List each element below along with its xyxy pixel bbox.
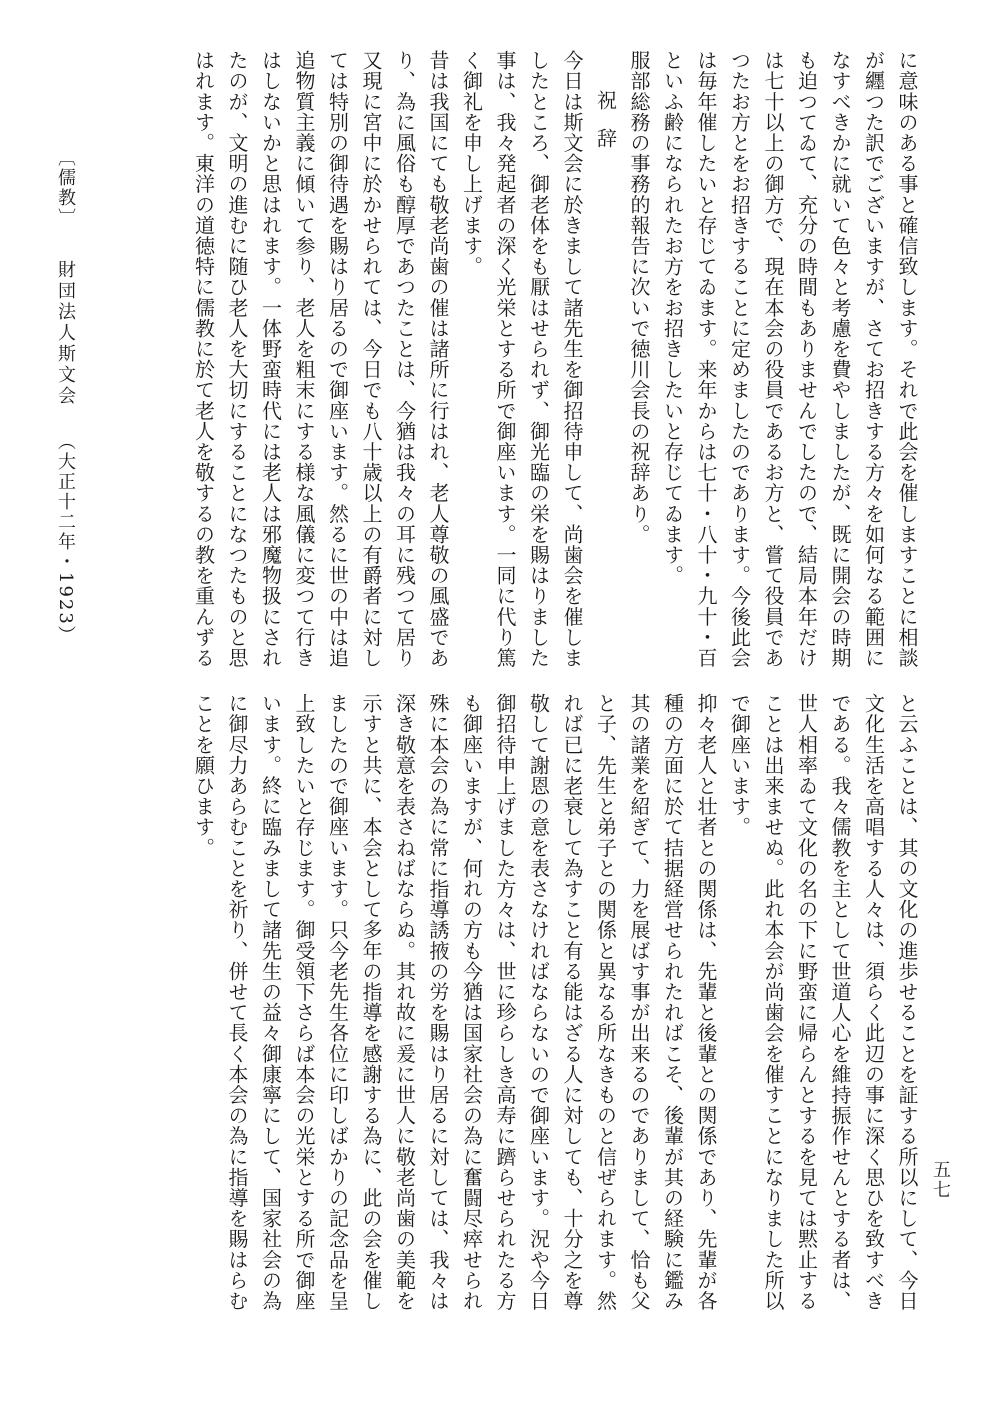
text-line: つたお方とをお招きすることに定めましたのであります。今後此会 xyxy=(727,50,752,668)
lower-text-block xyxy=(186,693,923,1323)
text-line: ことを願ひます。 xyxy=(191,693,216,858)
text-line: が纒つた訳でございますが、さてお招きする方々を如何なる範囲に xyxy=(861,50,886,668)
text-line: ことは出来ませぬ。此れ本会が尚歯会を催すことになりました所以 xyxy=(761,693,785,1311)
text-line: 抑々老人と壮者との関係は、先輩と後輩との関係であり、先輩が各 xyxy=(694,693,718,1311)
text-line: はしないかと思はれます。一体野蛮時代には老人は邪魔物扱にされ xyxy=(258,50,283,668)
text-line: 上致したいと存じます。御受領下さらば本会の光栄とする所で御座 xyxy=(292,693,316,1311)
text-line: も迫つてゐて、充分の時間もありませんでしたので、結局本年だけ xyxy=(794,50,819,668)
text-line: 文化生活を高唱する人々は、須らく此辺の事に深く思ひを致すべき xyxy=(861,693,886,1311)
text-line: したところ、御老体をも厭はせられず、御光臨の栄を賜はりました xyxy=(526,50,551,668)
text-line: 敬して謝恩の意を表さなければならないので御座います。況や今日 xyxy=(526,693,551,1311)
text-line: は毎年催したいと存じてゐます。来年からは七十・八十・九十・百 xyxy=(694,50,718,668)
text-line: に御尽力あらむことを祈り、併せて長く本会の為に指導を賜はらむ xyxy=(225,693,249,1311)
text-line: 世人相率ゐて文化の名の下に野蛮に帰らんとするを見ては黙止する xyxy=(794,693,819,1311)
text-line: 殊に本会の為に常に指導誘掖の労を賜はり居るに対しては、我々は xyxy=(426,693,450,1311)
text-line: といふ齢になられたお方をお招きしたいと存じてゐます。 xyxy=(660,50,685,586)
text-line: は七十以上の御方で、現在本会の役員であるお方と、嘗て役員であ xyxy=(761,50,785,668)
text-line: 又現に宮中に於かせられては、今日でも八十歳以上の有爵者に対し xyxy=(359,50,383,668)
text-line: 御招待申上げました方々は、世に珍らしき高寿に躋らせられたる方 xyxy=(493,693,517,1311)
text-line: います。終に臨みまして諸先生の益々御康寧にして、国家社会の為 xyxy=(258,693,283,1311)
text-line: り、為に風俗も醇厚であつたことは、今猶は我々の耳に残つて居り xyxy=(392,50,417,668)
text-line: 種の方面に於て拮据経営せられたればこそ、後輩が其の経験に鑑み xyxy=(660,693,685,1311)
upper-text-block xyxy=(186,50,923,668)
text-line: 服部総務の事務的報告に次いで徳川会長の祝辞あり。 xyxy=(627,50,651,545)
text-line: も御座いますが、何れの方も今猶は国家社会の為に奮闘尽瘁せられ xyxy=(459,693,484,1311)
text-line: 今日は斯文会に於きまして諸先生を御招待申して、尚歯会を催しま xyxy=(560,50,584,668)
text-line: と云ふことは、其の文化の進歩せることを証する所以にして、今日 xyxy=(895,693,919,1311)
publication-date: （大正十二年・1923） xyxy=(55,432,76,647)
journal-name: 〔儒教〕 xyxy=(55,148,76,228)
text-line: 事は、我々発起者の深く光栄とする所で御座います。一同に代り篤 xyxy=(493,50,517,668)
text-line: で御座います。 xyxy=(727,693,752,838)
page-number: 五七 xyxy=(930,1160,951,1200)
text-line: 其の諸業を紹ぎて、力を展ばす事が出来るのでありまして、恰も父 xyxy=(627,693,651,1311)
text-line: 昔は我国にても敬老尚歯の催は諸所に行はれ、老人尊敬の風盛であ xyxy=(426,50,450,668)
text-line: 示すと共に、本会として多年の指導を感謝する為に、此の会を催し xyxy=(359,693,383,1311)
text-line: たのが、文明の進むに随ひ老人を大切にすることになつたものと思 xyxy=(225,50,249,668)
text-line: く御礼を申し上げます。 xyxy=(459,50,484,277)
text-line: ては特別の御待遇を賜はり居るので御座います。然るに世の中は追 xyxy=(325,50,350,668)
publisher-name: 財団法人斯文会 xyxy=(55,259,76,407)
text-line: 深き敬意を表さねばならぬ。其れ故に爰に世人に敬老尚歯の美範を xyxy=(392,693,417,1311)
section-heading: 祝辞 xyxy=(593,90,618,166)
text-line: と子、先生と弟子との関係と異なる所なきものと信ぜられます。然 xyxy=(593,693,618,1311)
running-footer xyxy=(52,148,78,646)
text-line: なすべきかに就いて色々と考慮を費やしましたが、既に開会の時期 xyxy=(828,50,852,668)
text-line: 追物質主義に傾いて参り、老人を粗末にする様な風儀に変つて行き xyxy=(292,50,316,668)
text-line: はれます。東洋の道徳特に儒教に於て老人を敬するの教を重んずる xyxy=(191,50,216,668)
text-line: れば已に老衰して為すこと有る能はざる人に対しても、十分之を尊 xyxy=(560,693,584,1311)
text-line: ましたので御座います。只今老先生各位に印しばかりの記念品を呈 xyxy=(325,693,350,1311)
text-line: である。我々儒教を主として世道人心を維持振作せんとする者は、 xyxy=(828,693,852,1311)
text-line: に意味のある事と確信致します。それで此会を催しますことに相談 xyxy=(895,50,919,668)
